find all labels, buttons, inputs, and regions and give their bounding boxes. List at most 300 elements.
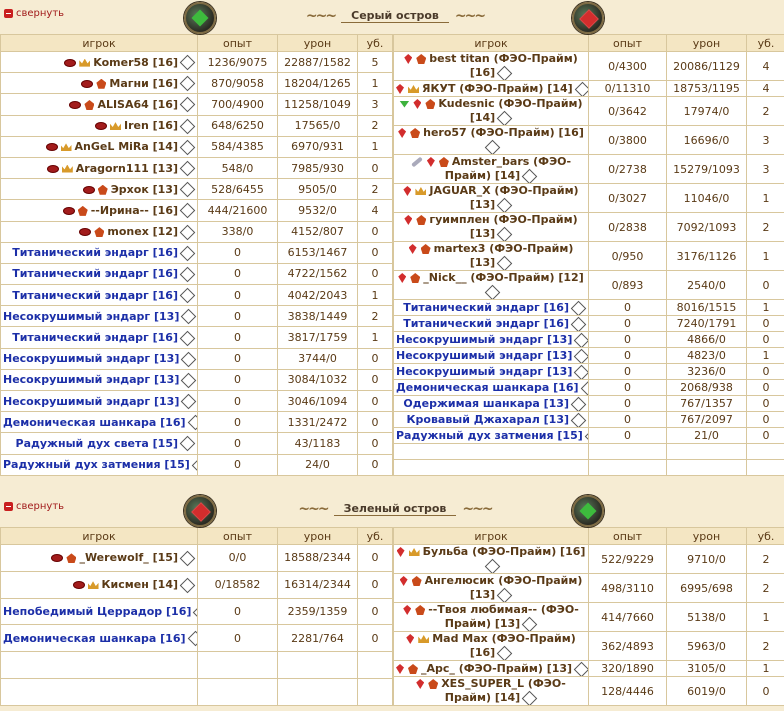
team-gem-icon — [184, 2, 216, 34]
info-icon[interactable] — [497, 110, 513, 125]
kills-cell: 0 — [358, 263, 393, 284]
feather-icon[interactable] — [411, 157, 423, 168]
player-cell — [394, 574, 589, 603]
damage-cell: 15279/1093 — [667, 155, 747, 184]
player-name-link[interactable]: Несокрушимый эндарг [13] — [3, 373, 180, 387]
info-icon[interactable] — [584, 428, 588, 443]
col-damage: урон — [278, 528, 358, 545]
ruby-icon[interactable] — [396, 84, 404, 94]
player-row — [394, 603, 784, 632]
player-name-link[interactable]: monex [12] — [107, 225, 178, 239]
eye-icon[interactable] — [83, 186, 95, 194]
damage-cell: 4866/0 — [667, 332, 747, 348]
kills-cell: 4 — [747, 52, 784, 81]
kills-cell: 2 — [747, 574, 784, 603]
player-name-link[interactable]: Титанический эндарг [16] — [403, 301, 569, 314]
kills-cell: 2 — [747, 213, 784, 242]
damage-cell: 3176/1126 — [667, 242, 747, 271]
player-cell — [394, 271, 589, 300]
player-cell — [394, 396, 589, 412]
eye-icon[interactable] — [47, 165, 59, 173]
island-title: Зеленый остров — [334, 502, 457, 516]
exp-cell: 362/4893 — [589, 632, 667, 661]
kills-cell: 2 — [358, 115, 393, 136]
eye-icon[interactable] — [51, 554, 63, 562]
exp-cell: 444/21600 — [198, 200, 278, 221]
exp-cell: 548/0 — [198, 157, 278, 178]
crown-icon[interactable] — [62, 165, 73, 173]
clan-emblem-icon[interactable] — [428, 679, 438, 689]
player-row — [394, 574, 784, 603]
damage-cell: 2540/0 — [667, 271, 747, 300]
ruby-icon[interactable] — [413, 99, 421, 109]
player-name-link[interactable]: Титанический эндарг [16] — [12, 246, 178, 260]
player-name-link[interactable]: Несокрушимый эндарг [13] — [3, 352, 180, 366]
info-icon[interactable] — [497, 65, 513, 80]
player-cell — [394, 348, 589, 364]
gray-island-tables — [0, 34, 784, 476]
player-row — [394, 412, 784, 428]
info-icon[interactable] — [180, 330, 196, 346]
info-icon[interactable] — [571, 396, 587, 411]
ruby-icon[interactable] — [396, 664, 404, 674]
exp-cell — [198, 679, 278, 706]
green-gem-icon[interactable] — [399, 101, 409, 108]
info-icon[interactable] — [574, 81, 588, 96]
kills-cell: 0 — [358, 157, 393, 178]
ruby-icon[interactable] — [397, 547, 405, 557]
exp-cell: 0 — [589, 332, 667, 348]
player-row — [394, 97, 784, 126]
damage-cell: 3817/1759 — [278, 327, 358, 348]
ruby-icon[interactable] — [398, 128, 406, 138]
ruby-icon[interactable] — [403, 186, 411, 196]
team-left-table — [0, 34, 393, 476]
exp-cell: 0/2738 — [589, 155, 667, 184]
damage-cell: 9505/0 — [278, 179, 358, 200]
collapse-link[interactable] — [4, 8, 64, 19]
player-name-link[interactable]: _Nick__ (ФЭО-Прайм) [12] — [423, 271, 584, 284]
table-header — [394, 35, 784, 52]
damage-cell: 767/2097 — [667, 412, 747, 428]
clan-emblem-icon[interactable] — [66, 553, 76, 563]
info-icon[interactable] — [193, 604, 197, 620]
info-icon[interactable] — [484, 558, 500, 573]
ruby-icon[interactable] — [404, 54, 412, 64]
kills-cell: 3 — [358, 94, 393, 115]
clan-emblem-icon[interactable] — [84, 100, 94, 110]
damage-cell: 767/1357 — [667, 396, 747, 412]
player-name-link[interactable]: Кровавый Джахарал [13] — [406, 413, 569, 426]
player-name-link[interactable]: Демоническая шанкара [16] — [396, 381, 579, 394]
player-cell — [394, 213, 589, 242]
player-row — [1, 625, 393, 652]
damage-cell: 6970/931 — [278, 136, 358, 157]
player-name-link[interactable]: Демоническая шанкара [16] — [3, 631, 186, 645]
info-icon[interactable] — [571, 412, 587, 427]
damage-cell: 6019/0 — [667, 677, 747, 706]
info-icon[interactable] — [180, 436, 196, 452]
ruby-icon[interactable] — [400, 576, 408, 586]
clan-emblem-icon[interactable] — [439, 157, 449, 167]
player-cell — [394, 632, 589, 661]
damage-cell: 9710/0 — [667, 545, 747, 574]
player-name-link[interactable]: best titan (ФЭО-Прайм) [16] — [429, 52, 578, 79]
player-name-link[interactable]: Эрхок [13] — [110, 182, 178, 196]
exp-cell: 0 — [589, 316, 667, 332]
damage-cell: 3046/1094 — [278, 391, 358, 412]
clan-emblem-icon[interactable] — [78, 206, 88, 216]
player-name-link[interactable]: hero57 (ФЭО-Прайм) [16] — [423, 126, 584, 139]
ornament-icon: ~~~ — [298, 501, 328, 517]
player-row — [1, 679, 393, 706]
player-name-link[interactable]: Кисмен [14] — [101, 578, 178, 592]
team-gem-icon — [572, 2, 604, 34]
damage-cell: 16314/2344 — [278, 571, 358, 598]
damage-cell: 43/1183 — [278, 433, 358, 454]
player-row — [1, 327, 393, 348]
clan-emblem-icon[interactable] — [412, 576, 422, 586]
damage-cell: 21/0 — [667, 428, 747, 444]
ruby-icon[interactable] — [409, 244, 417, 254]
damage-cell: 7092/1093 — [667, 213, 747, 242]
clan-emblem-icon[interactable] — [416, 215, 426, 225]
damage-cell: 3084/1032 — [278, 369, 358, 390]
damage-cell: 5138/0 — [667, 603, 747, 632]
eye-icon[interactable] — [64, 59, 76, 67]
kills-cell: 0 — [747, 412, 784, 428]
player-name-link[interactable]: --Ирина-- [16] — [90, 203, 178, 217]
ruby-icon[interactable] — [406, 634, 414, 644]
player-row — [394, 460, 784, 476]
exp-cell: 870/9058 — [198, 73, 278, 94]
col-exp: опыт — [589, 35, 667, 52]
island-title: Серый остров — [341, 9, 449, 23]
player-name-link[interactable]: Komer58 [16] — [93, 55, 178, 69]
exp-cell: 648/6250 — [198, 115, 278, 136]
player-name-link[interactable]: Титанический эндарг [16] — [12, 267, 178, 281]
player-name-link[interactable]: Несокрушимый эндарг [13] — [396, 349, 573, 362]
info-icon[interactable] — [522, 168, 538, 183]
player-name-link[interactable]: Несокрушимый эндарг [13] — [3, 394, 180, 408]
collapse-label: свернуть — [16, 501, 65, 512]
kills-cell: 5 — [358, 52, 393, 73]
col-player: игрок — [1, 528, 198, 545]
kills-cell: 0 — [358, 571, 393, 598]
info-icon[interactable] — [571, 316, 587, 331]
player-cell — [394, 126, 589, 155]
ruby-icon[interactable] — [427, 157, 435, 167]
damage-cell: 2359/1359 — [278, 598, 358, 625]
clan-emblem-icon[interactable] — [94, 227, 104, 237]
info-icon[interactable] — [181, 351, 197, 367]
player-cell — [394, 444, 589, 460]
damage-cell: 6153/1467 — [278, 242, 358, 263]
kills-cell: 1 — [358, 327, 393, 348]
info-icon[interactable] — [180, 551, 196, 567]
minus-icon — [4, 502, 13, 511]
player-row — [394, 242, 784, 271]
table-header — [1, 35, 393, 52]
player-cell — [1, 263, 198, 284]
kills-cell: 0 — [747, 316, 784, 332]
player-name-link[interactable]: ЯКУТ (ФЭО-Прайм) [14] — [422, 82, 573, 95]
player-name-link[interactable]: AnGeL MiRa [14] — [74, 140, 178, 154]
minus-icon — [4, 9, 13, 18]
team-right-table — [393, 34, 784, 476]
damage-cell: 7985/930 — [278, 157, 358, 178]
player-name-link[interactable]: _Werewolf_ [15] — [79, 551, 178, 565]
player-name-link[interactable]: Титанический эндарг [16] — [403, 317, 569, 330]
damage-cell — [667, 444, 747, 460]
info-icon[interactable] — [181, 373, 197, 389]
damage-cell: 17974/0 — [667, 97, 747, 126]
kills-cell: 1 — [358, 285, 393, 306]
player-row — [1, 157, 393, 178]
player-cell — [394, 364, 589, 380]
player-cell — [1, 433, 198, 454]
kills-cell: 0 — [747, 332, 784, 348]
player-name-link[interactable]: Непобедимый Церрадор [16] — [3, 605, 192, 619]
crown-icon[interactable] — [415, 187, 426, 195]
clan-emblem-icon[interactable] — [410, 128, 420, 138]
exp-cell: 700/4900 — [198, 94, 278, 115]
exp-cell: 0 — [589, 364, 667, 380]
damage-cell: 22887/1582 — [278, 52, 358, 73]
player-name-link[interactable]: Kudesnic (ФЭО-Прайм) [14] — [438, 97, 583, 124]
eye-icon[interactable] — [73, 581, 85, 589]
kills-cell: 0 — [358, 598, 393, 625]
player-row — [394, 661, 784, 677]
crown-icon[interactable] — [418, 635, 429, 643]
player-name-link[interactable]: Mad Max (ФЭО-Прайм) [16] — [432, 632, 576, 659]
player-cell — [1, 545, 198, 572]
exp-cell: 0 — [589, 412, 667, 428]
kills-cell: 0 — [747, 428, 784, 444]
damage-cell: 18588/2344 — [278, 545, 358, 572]
player-name-link[interactable]: Магни [16] — [109, 76, 178, 90]
info-icon[interactable] — [484, 284, 500, 299]
player-name-link[interactable]: JAGUAR_X (ФЭО-Прайм) [13] — [429, 184, 579, 211]
info-icon[interactable] — [574, 661, 589, 676]
ornament-icon: ~~~ — [305, 8, 336, 24]
crown-icon[interactable] — [409, 548, 420, 556]
ornament-icon: ~~~ — [454, 8, 485, 24]
info-icon[interactable] — [497, 587, 513, 602]
eye-icon[interactable] — [46, 143, 58, 151]
player-name-link[interactable]: Iren [16] — [123, 119, 178, 133]
player-name-link[interactable]: Титанический эндарг [16] — [12, 331, 178, 345]
crown-icon[interactable] — [110, 122, 121, 130]
info-icon[interactable] — [574, 364, 588, 379]
info-icon[interactable] — [180, 203, 196, 219]
info-icon[interactable] — [180, 76, 196, 92]
info-icon[interactable] — [180, 224, 196, 240]
exp-cell: 0/18582 — [198, 571, 278, 598]
info-icon[interactable] — [181, 309, 197, 325]
info-icon[interactable] — [571, 300, 587, 315]
info-icon[interactable] — [574, 348, 588, 363]
crown-icon[interactable] — [88, 581, 99, 589]
info-icon[interactable] — [180, 182, 196, 198]
damage-cell — [667, 460, 747, 476]
info-icon[interactable] — [187, 415, 197, 431]
player-row — [394, 81, 784, 97]
player-row — [394, 545, 784, 574]
info-icon[interactable] — [497, 645, 513, 660]
damage-cell: 4722/1562 — [278, 263, 358, 284]
player-row — [394, 126, 784, 155]
info-icon[interactable] — [497, 197, 513, 212]
player-cell — [1, 598, 198, 625]
exp-cell: 0/3642 — [589, 97, 667, 126]
table-header — [1, 528, 393, 545]
damage-cell: 9532/0 — [278, 200, 358, 221]
exp-cell: 0 — [589, 300, 667, 316]
kills-cell: 4 — [747, 81, 784, 97]
player-name-link[interactable]: Несокрушимый эндарг [13] — [396, 333, 573, 346]
exp-cell: 0/4300 — [589, 52, 667, 81]
player-name-link[interactable]: Демоническая шанкара [16] — [3, 415, 186, 429]
player-cell — [394, 460, 589, 476]
info-icon[interactable] — [181, 394, 197, 410]
player-row — [1, 263, 393, 284]
player-row — [394, 428, 784, 444]
col-player: игрок — [1, 35, 198, 52]
info-icon[interactable] — [180, 55, 196, 71]
player-name-link[interactable]: Титанический эндарг [16] — [12, 288, 178, 302]
player-row — [394, 184, 784, 213]
player-name-link[interactable]: Радужный дух затмения [15] — [396, 429, 583, 442]
info-icon[interactable] — [574, 332, 588, 347]
player-cell — [1, 157, 198, 178]
player-cell — [394, 184, 589, 213]
info-icon[interactable] — [484, 139, 500, 154]
crown-icon[interactable] — [61, 143, 72, 151]
exp-cell: 0 — [198, 242, 278, 263]
player-row — [1, 369, 393, 390]
kills-cell: 0 — [358, 391, 393, 412]
info-icon[interactable] — [522, 616, 538, 631]
player-cell — [1, 94, 198, 115]
eye-icon[interactable] — [79, 228, 91, 236]
ruby-icon[interactable] — [416, 679, 424, 689]
eye-icon[interactable] — [63, 207, 75, 215]
player-name-link[interactable]: Несокрушимый эндарг [13] — [396, 365, 573, 378]
player-cell — [394, 300, 589, 316]
info-icon[interactable] — [497, 226, 513, 241]
col-kills: уб. — [747, 528, 784, 545]
info-icon[interactable] — [180, 288, 196, 304]
player-name-link[interactable]: Бульба (ФЭО-Прайм) [16] — [422, 545, 586, 558]
exp-cell: 0/950 — [589, 242, 667, 271]
eye-icon[interactable] — [69, 101, 81, 109]
player-name-link[interactable]: Aragorn111 [13] — [75, 161, 178, 175]
player-name-link[interactable]: Одержимая шанкара [13] — [403, 397, 569, 410]
table-header — [394, 528, 784, 545]
player-name-link[interactable]: Радужный дух света [15] — [15, 436, 178, 450]
ruby-icon[interactable] — [403, 605, 411, 615]
player-name-link[interactable]: ALISA64 [16] — [97, 97, 178, 111]
ruby-icon[interactable] — [404, 215, 412, 225]
player-name-link[interactable]: --Твоя любимая-- (ФЭО-Прайм) [13] — [428, 603, 579, 630]
crown-icon[interactable] — [408, 85, 419, 93]
info-icon[interactable] — [180, 118, 196, 134]
info-icon[interactable] — [187, 631, 197, 647]
player-row — [1, 179, 393, 200]
clan-emblem-icon[interactable] — [415, 605, 425, 615]
exp-cell: 0 — [589, 428, 667, 444]
exp-cell: 0 — [589, 396, 667, 412]
info-icon[interactable] — [180, 577, 196, 593]
player-name-link[interactable]: martex3 (ФЭО-Прайм) [13] — [433, 242, 574, 269]
player-name-link[interactable]: Ангелюсик (ФЭО-Прайм) [13] — [424, 574, 583, 601]
crown-icon[interactable] — [79, 59, 90, 67]
player-row — [1, 221, 393, 242]
kills-cell: 0 — [358, 348, 393, 369]
info-icon[interactable] — [191, 458, 197, 474]
player-row — [1, 94, 393, 115]
info-icon[interactable] — [180, 97, 196, 113]
player-row — [1, 433, 393, 454]
player-cell — [1, 327, 198, 348]
player-name-link[interactable]: _Apc_ (ФЭО-Прайм) [13] — [421, 662, 573, 675]
clan-emblem-icon[interactable] — [96, 79, 106, 89]
info-icon[interactable] — [522, 690, 538, 705]
player-cell — [1, 625, 198, 652]
clan-emblem-icon[interactable] — [408, 664, 418, 674]
clan-emblem-icon[interactable] — [421, 244, 431, 254]
collapse-link[interactable] — [4, 501, 64, 512]
player-cell — [1, 179, 198, 200]
info-icon[interactable] — [180, 161, 196, 177]
col-kills: уб. — [358, 35, 393, 52]
player-cell — [1, 115, 198, 136]
info-icon[interactable] — [180, 246, 196, 262]
exp-cell: 0 — [198, 598, 278, 625]
player-row — [394, 348, 784, 364]
clan-emblem-icon[interactable] — [98, 185, 108, 195]
clan-emblem-icon[interactable] — [410, 273, 420, 283]
kills-cell: 1 — [358, 136, 393, 157]
info-icon[interactable] — [580, 380, 588, 395]
gray-island-header — [0, 0, 784, 34]
eye-icon[interactable] — [95, 122, 107, 130]
kills-cell: 2 — [747, 632, 784, 661]
eye-icon[interactable] — [81, 80, 93, 88]
ruby-icon[interactable] — [398, 273, 406, 283]
clan-emblem-icon[interactable] — [425, 99, 435, 109]
player-row — [1, 571, 393, 598]
exp-cell: 320/1890 — [589, 661, 667, 677]
info-icon[interactable] — [180, 140, 196, 156]
clan-emblem-icon[interactable] — [416, 54, 426, 64]
player-row — [394, 396, 784, 412]
player-name-link[interactable]: Несокрушимый эндарг [13] — [3, 309, 180, 323]
player-name-link[interactable]: гуимплен (ФЭО-Прайм) [13] — [429, 213, 578, 240]
col-damage: урон — [667, 528, 747, 545]
col-kills: уб. — [747, 35, 784, 52]
player-name-link[interactable]: Радужный дух затмения [15] — [3, 458, 190, 472]
player-row — [394, 444, 784, 460]
player-name-link[interactable]: Amster_bars (ФЭО-Прайм) [14] — [444, 155, 572, 182]
info-icon[interactable] — [180, 267, 196, 283]
player-row — [394, 677, 784, 706]
player-row — [1, 200, 393, 221]
player-name-link[interactable]: XES_SUPER_L (ФЭО-Прайм) [14] — [441, 677, 566, 704]
info-icon[interactable] — [497, 255, 513, 270]
player-row — [1, 652, 393, 679]
